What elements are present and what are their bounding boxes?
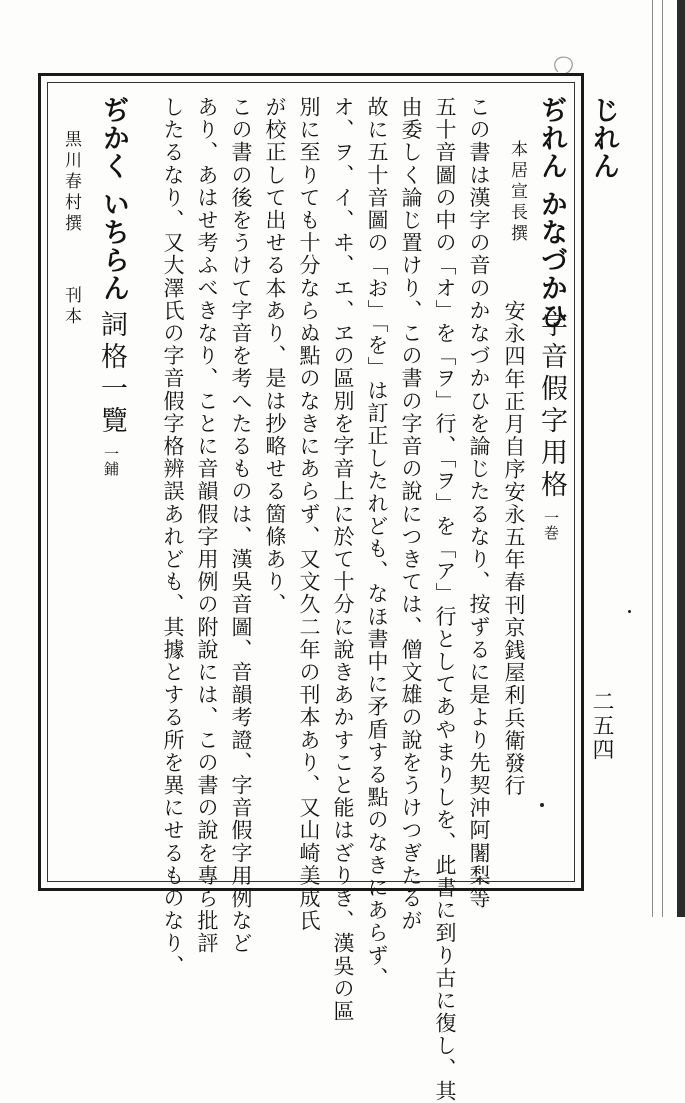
description-line: したるなり、又大澤氏の字音假字格辨誤あれども、其據とする所を異にせるものなり、 [161, 96, 185, 978]
entry-heading: ぢれん かなづかひ [536, 96, 567, 331]
page-edge-line [662, 0, 663, 917]
entry-title: 字音假字用格 [536, 310, 567, 502]
entry-author: 黒川春村撰 [61, 130, 81, 235]
description-line: この書は漢字の音のかなづかひを論じたるなり、按ずるに是より先契沖阿闍梨等 [467, 96, 491, 910]
description-line: 故に五十音圖の「お」「を」は訂正したれども、なほ書中に矛盾する點のなきにあらず、 [365, 96, 389, 990]
entry-volume: 一巻 [542, 510, 560, 540]
page-right-edge [677, 0, 685, 917]
description-line: 由委しく論じ置けり、この書の字音の說につきては、僧文雄の說をうけつぎたるが [399, 96, 423, 933]
description-line: この書の後をうけて字音を考へたるものは、漢吳音圖、音韻考證、字音假字用例など [229, 96, 253, 955]
ink-speck [628, 610, 631, 613]
page-edge-line [652, 0, 653, 917]
entry-heading: ぢかく いちらん [98, 96, 129, 303]
description-line: 別に至りても十分ならぬ點のなきにあらず、又文久二年の刊本あり、又山崎美成氏 [297, 96, 321, 933]
description-line: オ、ヲ、イ、ヰ、エ、ヱの區別を字音上に於て十分に說きあかすこと能はざりき、漢吳の區 [331, 96, 355, 1023]
page-number: 二五四 [589, 690, 614, 762]
entry-title-block [98, 310, 125, 476]
entry-title-block [538, 310, 565, 540]
entry-volume: 一鋪 [102, 446, 120, 476]
header-tab: じれん [588, 96, 619, 180]
entry-publication: 刊本 [61, 286, 81, 328]
entry-publication: 安永四年正月自序安永五年春刊京銭屋利兵衛發行 [502, 300, 526, 798]
entry-author: 本居宣長撰 [507, 140, 527, 245]
entry-title: 詞格一覽 [96, 310, 127, 438]
description-line: 五十音圖の中の「オ」を「ヲ」行、「ヲ」を「ア」行としてあやまりしを、此書に到り古に復し、其 [433, 96, 457, 1103]
description-line: あり、あはせ考ふべきなり、ことに音韻假字用例の附說には、この書の說を專ら批評 [195, 96, 219, 955]
description-line: が校正して出せる本あり、是は抄略せる箇條あり、 [263, 96, 287, 616]
